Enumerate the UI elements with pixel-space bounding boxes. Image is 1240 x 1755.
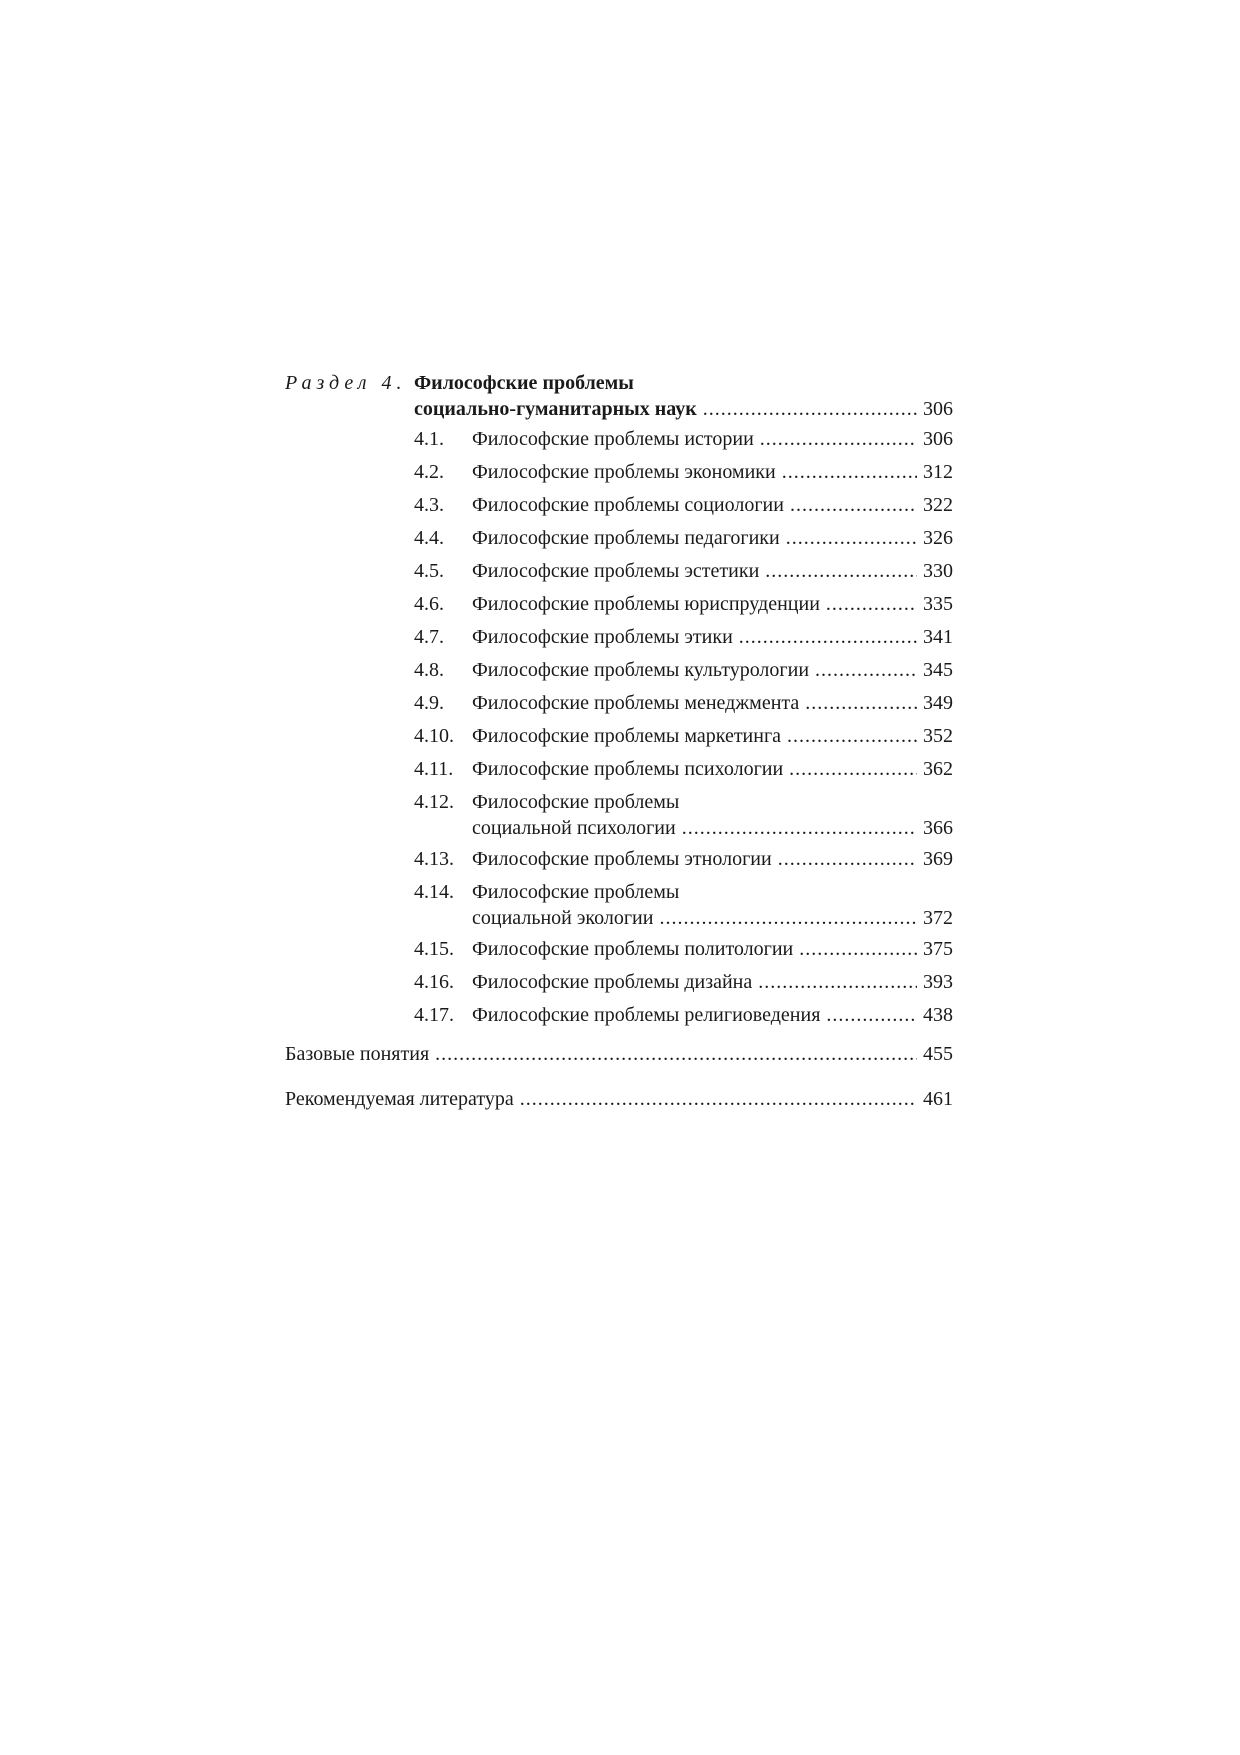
entry-number: 4.7. bbox=[414, 626, 444, 648]
entry-number: 4.1. bbox=[414, 428, 444, 450]
dot-leader bbox=[786, 525, 917, 551]
entry-title: Философские проблемы этнологии bbox=[472, 848, 772, 870]
entry-title-line1: Философские проблемы bbox=[472, 881, 680, 903]
section-heading bbox=[285, 370, 953, 422]
dot-leader bbox=[760, 426, 917, 452]
dot-leader bbox=[520, 1086, 917, 1112]
entry-number: 4.14. bbox=[414, 881, 454, 903]
page-number: 345 bbox=[923, 659, 953, 681]
page-number: 330 bbox=[923, 560, 953, 582]
entry-number: 4.17. bbox=[414, 1004, 454, 1026]
entry-title: Философские проблемы культурологии bbox=[472, 659, 810, 681]
toc-entry bbox=[414, 719, 953, 752]
toc-entry bbox=[414, 488, 953, 521]
entry-title: социальной психологии bbox=[472, 817, 676, 839]
toc-entry bbox=[414, 554, 953, 587]
entry-number: 4.10. bbox=[414, 725, 454, 747]
entry-number: 4.9. bbox=[414, 692, 444, 714]
dot-leader bbox=[805, 690, 917, 716]
toc-entry bbox=[414, 620, 953, 653]
page-number: 461 bbox=[923, 1088, 953, 1110]
toc-entry-bibliography bbox=[285, 1076, 953, 1121]
page-number: 375 bbox=[923, 938, 953, 960]
entry-title-line1: Философские проблемы bbox=[472, 791, 680, 813]
toc-entry-glossary bbox=[285, 1031, 953, 1076]
dot-leader bbox=[778, 846, 917, 872]
page-number: 372 bbox=[923, 907, 953, 929]
page-number: 369 bbox=[923, 848, 953, 870]
entry-title: Философские проблемы педагогики bbox=[472, 527, 780, 549]
toc-entry bbox=[414, 752, 953, 785]
entry-title: Философские проблемы политологии bbox=[472, 938, 794, 960]
entry-number: 4.16. bbox=[414, 971, 454, 993]
toc-entry bbox=[414, 455, 953, 488]
toc-entry bbox=[414, 686, 953, 719]
section-title-line1: Философские проблемы bbox=[414, 372, 634, 394]
entry-title: Философские проблемы истории bbox=[472, 428, 754, 450]
entry-number: 4.5. bbox=[414, 560, 444, 582]
dot-leader bbox=[790, 492, 917, 518]
entry-title: Философские проблемы маркетинга bbox=[472, 725, 782, 747]
entry-number: 4.2. bbox=[414, 461, 444, 483]
entry-number: 4.11. bbox=[414, 758, 454, 780]
toc-entry bbox=[414, 653, 953, 686]
entry-title: Философские проблемы юриспруденции bbox=[472, 593, 820, 615]
dot-leader bbox=[758, 969, 917, 995]
dot-leader bbox=[826, 1002, 917, 1028]
page-number: 393 bbox=[923, 971, 953, 993]
page-number: 455 bbox=[923, 1043, 953, 1065]
dot-leader bbox=[789, 756, 917, 782]
table-of-contents bbox=[285, 370, 953, 1121]
dot-leader bbox=[826, 591, 917, 617]
dot-leader bbox=[435, 1041, 917, 1067]
page-number: 362 bbox=[923, 758, 953, 780]
subsection-list bbox=[285, 422, 953, 1031]
section-title-line2: социально-гуманитарных наук bbox=[414, 398, 697, 420]
toc-entry bbox=[414, 965, 953, 998]
entry-title: Философские проблемы дизайна bbox=[472, 971, 753, 993]
entry-number: 4.4. bbox=[414, 527, 444, 549]
page-number: 322 bbox=[923, 494, 953, 516]
dot-leader bbox=[703, 396, 917, 422]
entry-title: Базовые понятия bbox=[285, 1043, 430, 1065]
page-number: 306 bbox=[923, 428, 953, 450]
toc-entry bbox=[414, 998, 953, 1031]
entry-title: Философские проблемы психологии bbox=[472, 758, 784, 780]
page-number: 366 bbox=[923, 817, 953, 839]
section-label: Раздел 4. bbox=[285, 372, 407, 394]
toc-entry bbox=[414, 521, 953, 554]
entry-number: 4.8. bbox=[414, 659, 444, 681]
entry-number: 4.15. bbox=[414, 938, 454, 960]
dot-leader bbox=[787, 723, 917, 749]
entry-title: Философские проблемы эстетики bbox=[472, 560, 760, 582]
entry-title: Рекомендуемая литература bbox=[285, 1088, 514, 1110]
toc-entry bbox=[414, 587, 953, 620]
entry-title: Философские проблемы экономики bbox=[472, 461, 776, 483]
page-number: 341 bbox=[923, 626, 953, 648]
dot-leader bbox=[659, 905, 917, 931]
entry-title: Философские проблемы религиоведения bbox=[472, 1004, 821, 1026]
dot-leader bbox=[739, 624, 917, 650]
entry-number: 4.6. bbox=[414, 593, 444, 615]
entry-title: социальной экологии bbox=[472, 907, 654, 929]
page-number: 352 bbox=[923, 725, 953, 747]
toc-entry bbox=[414, 785, 953, 842]
entry-number: 4.13. bbox=[414, 848, 454, 870]
dot-leader bbox=[765, 558, 917, 584]
page-number: 312 bbox=[923, 461, 953, 483]
entry-number: 4.12. bbox=[414, 791, 454, 813]
dot-leader bbox=[782, 459, 917, 485]
entry-number: 4.3. bbox=[414, 494, 444, 516]
dot-leader bbox=[682, 815, 917, 841]
toc-entry bbox=[414, 842, 953, 875]
page-number: 306 bbox=[923, 398, 953, 420]
section-title-row bbox=[414, 396, 953, 422]
toc-entry bbox=[414, 932, 953, 965]
dot-leader bbox=[815, 657, 917, 683]
dot-leader bbox=[799, 936, 917, 962]
page-number: 335 bbox=[923, 593, 953, 615]
page-number: 349 bbox=[923, 692, 953, 714]
toc-entry bbox=[414, 875, 953, 932]
page-number: 326 bbox=[923, 527, 953, 549]
toc-entry bbox=[414, 422, 953, 455]
entry-title: Философские проблемы этики bbox=[472, 626, 733, 648]
page-number: 438 bbox=[923, 1004, 953, 1026]
entry-title: Философские проблемы социологии bbox=[472, 494, 784, 516]
entry-title: Философские проблемы менеджмента bbox=[472, 692, 800, 714]
